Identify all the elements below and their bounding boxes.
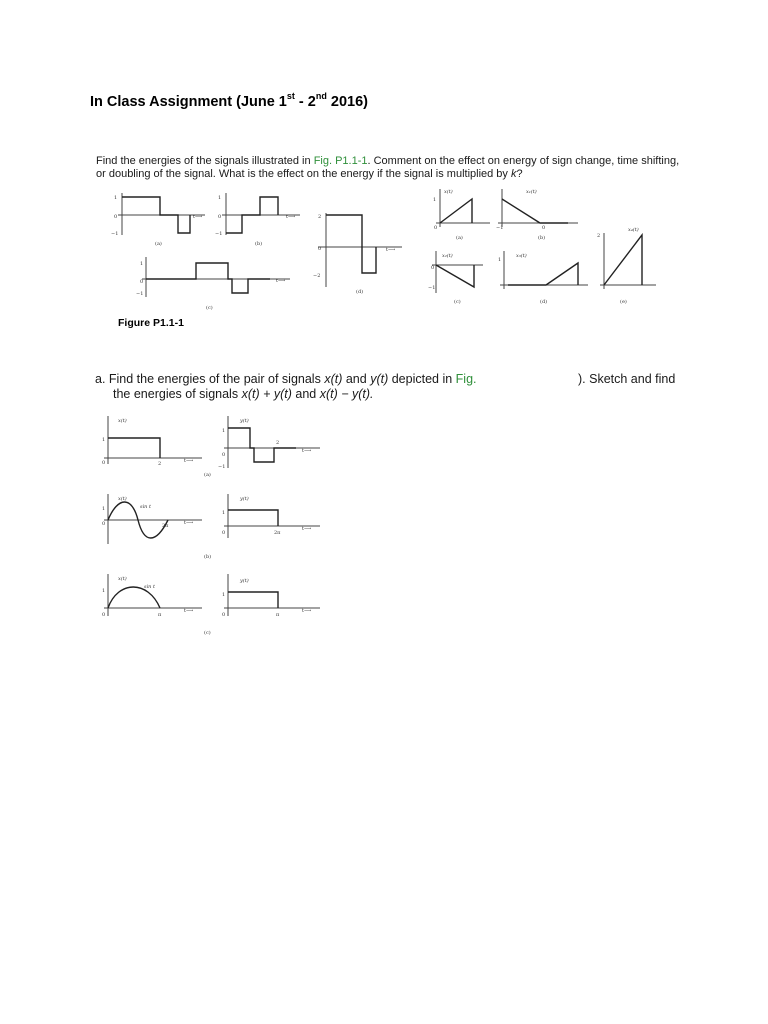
svg-text:1: 1 [222, 592, 226, 598]
svg-text:0: 0 [102, 460, 106, 466]
label-d: (d) [356, 289, 364, 295]
figure-link-2[interactable]: Fig. [455, 372, 477, 386]
svg-text:0: 0 [218, 214, 222, 220]
p2-a-y [204, 416, 320, 478]
p2-b-ylabel: y(t) [240, 496, 249, 502]
svg-text:1: 1 [102, 506, 106, 512]
svg-text:1: 1 [114, 195, 118, 201]
problem1-text: Find the energies of the signals illustrated in [96, 155, 314, 167]
problem1-line1 [96, 155, 679, 168]
right-sub-d: (d) [540, 299, 548, 305]
problem2-line1-end: ). Sketch and find [578, 372, 676, 386]
svg-text:t⟶: t⟶ [184, 608, 194, 614]
svg-text:t⟶: t⟶ [286, 214, 296, 220]
problem1-text-2b: ? [516, 168, 523, 180]
svg-text:−1: −1 [136, 291, 144, 297]
right-plot-c [428, 251, 483, 305]
problem1-text-b: . Comment on the effect on energy of sign change, time shifting, [367, 155, 680, 167]
svg-text:2: 2 [318, 214, 322, 220]
svg-text:−1: −1 [428, 285, 436, 291]
figure-p1-1-left [110, 185, 410, 315]
svg-text:t⟶: t⟶ [302, 448, 312, 454]
p2-c-x [102, 574, 202, 618]
p2-a-x [102, 416, 202, 467]
svg-text:1: 1 [433, 197, 437, 203]
right-label-x2: x₂(t) [442, 253, 453, 259]
p2-b-x [102, 494, 202, 544]
title-sup-1: st [286, 91, 295, 101]
svg-text:0: 0 [542, 225, 546, 231]
figure-caption: Figure P1.1-1 [118, 317, 184, 329]
figure-link[interactable]: Fig. P1.1-1 [313, 155, 368, 167]
problem2-and: and [342, 372, 371, 386]
title-text: In Class Assignment (June 1 [90, 93, 287, 110]
svg-text:−2: −2 [313, 273, 321, 279]
p2-label-b: (b) [204, 554, 212, 560]
label-c: (c) [206, 305, 213, 311]
right-label-x3: x₃(t) [516, 253, 527, 259]
title-sup-2: nd [315, 91, 327, 101]
svg-text:0: 0 [434, 225, 438, 231]
p2-a-two: 2 [158, 461, 162, 467]
plot-c [136, 257, 290, 311]
right-plot-e [597, 226, 656, 305]
p2-label-a: (a) [204, 472, 211, 478]
svg-text:2: 2 [597, 233, 601, 239]
svg-text:−1: −1 [218, 464, 226, 470]
p2-a-xlabel: x(t) [118, 418, 127, 424]
svg-text:1: 1 [498, 257, 502, 263]
p2-c-sin: sin t [144, 584, 155, 590]
problem1-text-2: or doubling of the signal. What is the effect on the energy if the signal is multiplied by [96, 168, 511, 180]
svg-text:0: 0 [222, 612, 226, 618]
svg-text:t⟶: t⟶ [193, 214, 203, 220]
svg-text:1: 1 [222, 428, 226, 434]
svg-text:t⟶: t⟶ [276, 278, 286, 284]
svg-text:0: 0 [431, 265, 435, 271]
right-sub-e: (e) [620, 299, 627, 305]
right-label-x1: x₁(t) [526, 189, 537, 195]
figure-p1-1-right [428, 185, 678, 310]
plot-d [313, 213, 402, 295]
p2-c-xlabel: x(t) [118, 576, 127, 582]
p2-b-twopi: 2π [162, 523, 169, 529]
problem2-expr1: x(t) + y(t) [241, 387, 292, 401]
problem2-line1 [95, 372, 477, 386]
p2-b-sin: sin t [140, 504, 151, 510]
p2-a-ylabel: y(t) [240, 418, 249, 424]
svg-text:2: 2 [276, 440, 280, 446]
p2-b-y [204, 494, 320, 560]
svg-text:t⟶: t⟶ [386, 247, 396, 253]
label-a: (a) [155, 241, 162, 247]
problem2-xt: x(t) [324, 372, 343, 386]
problem2-text-2: the energies of signals [113, 387, 242, 401]
problem2-text-b: depicted in [388, 372, 456, 386]
svg-text:0: 0 [222, 530, 226, 536]
svg-text:1: 1 [218, 195, 222, 201]
svg-text:−1: −1 [496, 225, 504, 231]
svg-text:0: 0 [102, 612, 106, 618]
svg-text:0: 0 [222, 452, 226, 458]
page-title [90, 92, 368, 110]
svg-text:t⟶: t⟶ [302, 526, 312, 532]
right-sub-a: (a) [456, 235, 463, 241]
svg-text:1: 1 [102, 588, 106, 594]
right-label-x: x(t) [444, 189, 453, 195]
problem2-text: a. Find the energies of the pair of signals [95, 372, 325, 386]
right-sub-b: (b) [538, 235, 546, 241]
svg-text:t⟶: t⟶ [184, 520, 194, 526]
right-sub-c: (c) [454, 299, 461, 305]
p2-label-c: (c) [204, 630, 211, 636]
svg-text:t⟶: t⟶ [302, 608, 312, 614]
title-text-suffix: 2016) [326, 93, 368, 110]
svg-text:−1: −1 [111, 231, 119, 237]
problem2-line2 [113, 387, 374, 401]
p2-b-twopi-y: 2π [274, 530, 281, 536]
svg-text:0: 0 [318, 246, 322, 252]
svg-text:−1: −1 [215, 231, 223, 237]
right-plot-d [498, 251, 588, 305]
svg-text:1: 1 [222, 510, 226, 516]
p2-c-ylabel: y(t) [240, 578, 249, 584]
svg-text:t⟶: t⟶ [184, 458, 194, 464]
right-plot-b [496, 188, 578, 241]
plot-b [215, 193, 300, 247]
problem1-line2 [96, 168, 523, 181]
svg-text:0: 0 [114, 214, 118, 220]
p2-b-xlabel: x(t) [118, 496, 127, 502]
problem2-expr2: x(t) − y(t). [319, 387, 374, 401]
problem1-k: k [510, 168, 517, 180]
svg-text:1: 1 [140, 261, 144, 267]
plot-a [111, 193, 205, 247]
p2-c-y [204, 574, 320, 636]
svg-text:0: 0 [102, 521, 106, 527]
svg-text:0: 0 [140, 279, 144, 285]
right-plot-a [433, 188, 490, 241]
svg-text:1: 1 [102, 437, 106, 443]
label-b: (b) [255, 241, 263, 247]
right-label-x4: x₄(t) [628, 227, 639, 233]
problem2-and-2: and [291, 387, 320, 401]
title-text-mid: - 2 [294, 93, 316, 110]
problem2-yt: y(t) [370, 372, 389, 386]
figure-problem2 [98, 410, 338, 642]
p2-c-pi: π [158, 612, 162, 618]
p2-c-pi-y: π [276, 612, 280, 618]
